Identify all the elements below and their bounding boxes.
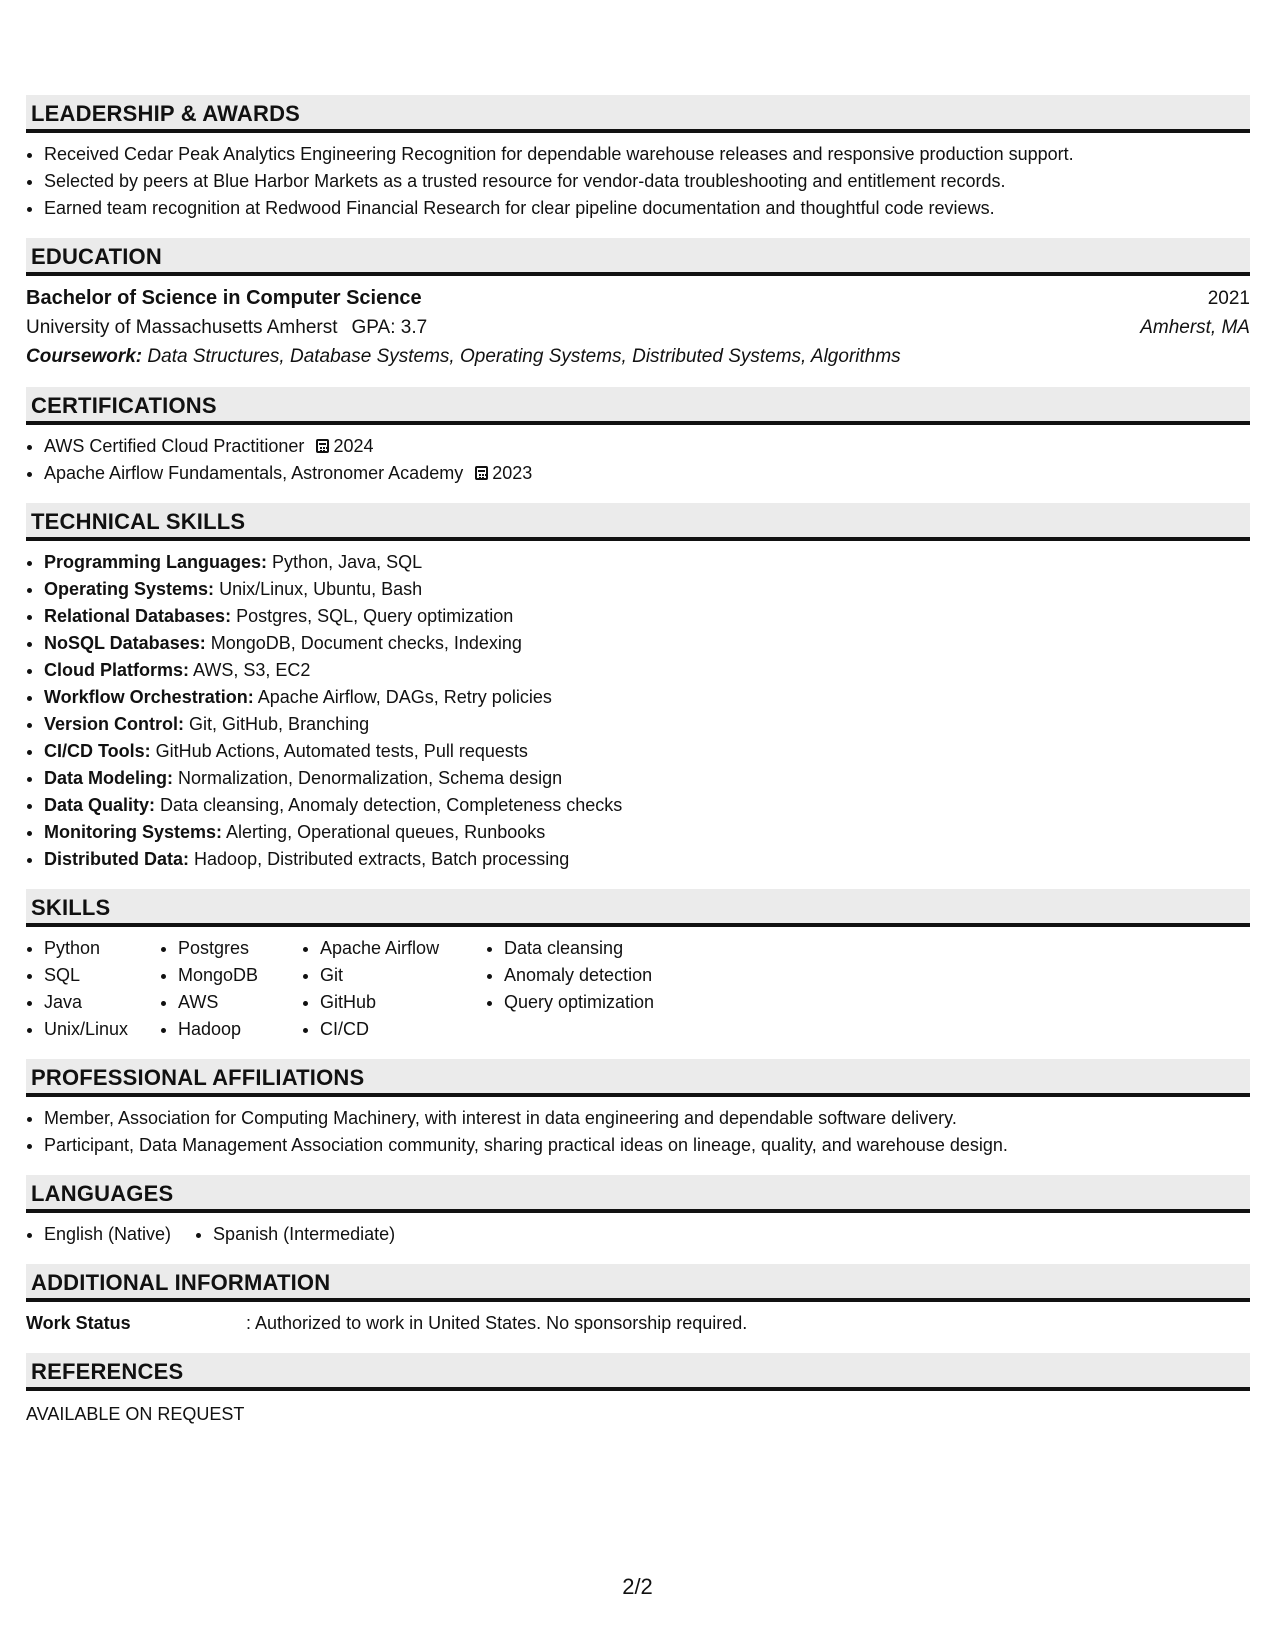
list-item — [44, 603, 1250, 630]
list-item — [44, 819, 1250, 846]
list-item: • Data cleansing — [504, 935, 704, 962]
list-item: • Hadoop — [178, 1016, 302, 1043]
work-status-label: Work Status — [26, 1313, 131, 1333]
skill-value: MongoDB, Document checks, Indexing — [210, 633, 522, 653]
list-item — [44, 765, 1250, 792]
section-title-languages: LANGUAGES — [26, 1175, 1250, 1213]
coursework: Data Structures, Database Systems, Operating Systems, Distributed Systems, Algorithms — [147, 346, 901, 367]
list-item — [44, 630, 1250, 657]
skill-value: Normalization, Denormalization, Schema design — [178, 768, 563, 788]
school-location: Amherst, MA — [1140, 317, 1250, 338]
list-item — [44, 684, 1250, 711]
list-item: • Query optimization — [504, 989, 704, 1016]
technical-skills-section — [26, 503, 1250, 873]
skills-columns — [26, 935, 1250, 1043]
leadership-list — [26, 141, 1250, 222]
list-item: • Postgres — [178, 935, 302, 962]
list-item: • English (Native) — [44, 1221, 171, 1248]
resume-page — [26, 95, 1250, 1444]
section-title-certifications: CERTIFICATIONS — [26, 387, 1250, 425]
list-item — [44, 549, 1250, 576]
degree: Bachelor of Science in Computer Science — [26, 287, 422, 309]
skill-value: Alerting, Operational queues, Runbooks — [226, 822, 546, 842]
skill-label: Distributed Data: — [44, 849, 190, 869]
list-item: • Unix/Linux — [44, 1016, 160, 1043]
coursework-label: Coursework: — [26, 346, 143, 367]
skill-value: Unix/Linux, Ubuntu, Bash — [219, 579, 423, 599]
skills-column — [26, 935, 160, 1043]
list-item — [44, 576, 1250, 603]
list-item: • Anomaly detection — [504, 962, 704, 989]
technical-skills-list — [26, 549, 1250, 873]
skill-value: Postgres, SQL, Query optimization — [236, 606, 514, 626]
calendar-icon — [475, 466, 488, 480]
gpa: GPA: 3.7 — [351, 317, 428, 338]
skill-value: Hadoop, Distributed extracts, Batch processing — [194, 849, 570, 869]
list-item: • Participant, Data Management Association community, sharing practical ideas on lineage, quality, and warehouse design. — [44, 1132, 1250, 1159]
list-item: • Python — [44, 935, 160, 962]
affiliations-list — [26, 1105, 1250, 1159]
skill-value: Apache Airflow, DAGs, Retry policies — [257, 687, 552, 707]
skill-label: Workflow Orchestration: — [44, 687, 254, 707]
list-item: • MongoDB — [178, 962, 302, 989]
graduation-year: 2021 — [1207, 288, 1250, 309]
certifications-section — [26, 387, 1250, 487]
list-item: • Git — [320, 962, 486, 989]
certification-year: 2023 — [492, 463, 533, 483]
list-item — [44, 433, 1250, 460]
skills-section — [26, 889, 1250, 1043]
skill-value: AWS, S3, EC2 — [193, 660, 311, 680]
skill-label: Data Quality: — [44, 795, 156, 815]
page-number: 2/2 — [622, 1574, 653, 1599]
work-status-row — [26, 1310, 1250, 1337]
skill-label: Cloud Platforms: — [44, 660, 190, 680]
list-item: • Member, Association for Computing Machinery, with interest in data engineering and dependable software delivery. — [44, 1105, 1250, 1132]
list-item: • Selected by peers at Blue Harbor Markets as a trusted resource for vendor-data troubleshooting and entitlement records. — [44, 168, 1250, 195]
list-item: • Spanish (Intermediate) — [213, 1221, 395, 1248]
affiliations-section — [26, 1059, 1250, 1159]
list-item: • AWS — [178, 989, 302, 1016]
work-status-value: : Authorized to work in United States. No sponsorship required. — [246, 1313, 748, 1333]
skill-label: Data Modeling: — [44, 768, 173, 788]
certifications-list — [26, 433, 1250, 487]
list-item — [44, 657, 1250, 684]
skill-value: GitHub Actions, Automated tests, Pull requests — [155, 741, 528, 761]
skill-label: Programming Languages: — [44, 552, 268, 572]
skill-label: NoSQL Databases: — [44, 633, 206, 653]
list-item: • Java — [44, 989, 160, 1016]
section-title-affiliations: PROFESSIONAL AFFILIATIONS — [26, 1059, 1250, 1097]
references-section — [26, 1353, 1250, 1428]
certification-name: Apache Airflow Fundamentals, Astronomer Academy — [44, 463, 464, 483]
skill-label: Relational Databases: — [44, 606, 232, 626]
languages-section — [26, 1175, 1250, 1248]
skill-label: Monitoring Systems: — [44, 822, 223, 842]
list-item: • SQL — [44, 962, 160, 989]
list-item: • CI/CD — [320, 1016, 486, 1043]
languages-list — [26, 1221, 1250, 1248]
list-item: • Apache Airflow — [320, 935, 486, 962]
skill-label: Version Control: — [44, 714, 185, 734]
references-text: AVAILABLE ON REQUEST — [26, 1404, 245, 1424]
skills-column — [302, 935, 486, 1043]
school-name: University of Massachusetts Amherst — [26, 317, 338, 338]
list-item — [44, 792, 1250, 819]
certification-name: AWS Certified Cloud Practitioner — [44, 436, 305, 456]
certification-year: 2024 — [333, 436, 374, 456]
calendar-icon — [316, 439, 329, 453]
list-item — [44, 846, 1250, 873]
list-item: • GitHub — [320, 989, 486, 1016]
section-title-technical-skills: TECHNICAL SKILLS — [26, 503, 1250, 541]
education-entry — [26, 284, 1250, 371]
list-item: • Earned team recognition at Redwood Financial Research for clear pipeline documentation and thoughtful code reviews. — [44, 195, 1250, 222]
section-title-additional-info: ADDITIONAL INFORMATION — [26, 1264, 1250, 1302]
list-item — [44, 711, 1250, 738]
skills-column — [486, 935, 704, 1043]
list-item — [44, 738, 1250, 765]
section-title-leadership: LEADERSHIP & AWARDS — [26, 95, 1250, 133]
section-title-skills: SKILLS — [26, 889, 1250, 927]
list-item — [44, 460, 1250, 487]
skill-label: CI/CD Tools: — [44, 741, 151, 761]
skill-value: Data cleansing, Anomaly detection, Completeness checks — [160, 795, 623, 815]
leadership-section — [26, 95, 1250, 222]
list-item: • Received Cedar Peak Analytics Engineering Recognition for dependable warehouse releases and responsive production support. — [44, 141, 1250, 168]
education-section — [26, 238, 1250, 371]
skill-label: Operating Systems: — [44, 579, 215, 599]
section-title-education: EDUCATION — [26, 238, 1250, 276]
additional-info-section — [26, 1264, 1250, 1337]
skills-column — [160, 935, 302, 1043]
skill-value: Git, GitHub, Branching — [189, 714, 370, 734]
skill-value: Python, Java, SQL — [272, 552, 423, 572]
section-title-references: REFERENCES — [26, 1353, 1250, 1391]
